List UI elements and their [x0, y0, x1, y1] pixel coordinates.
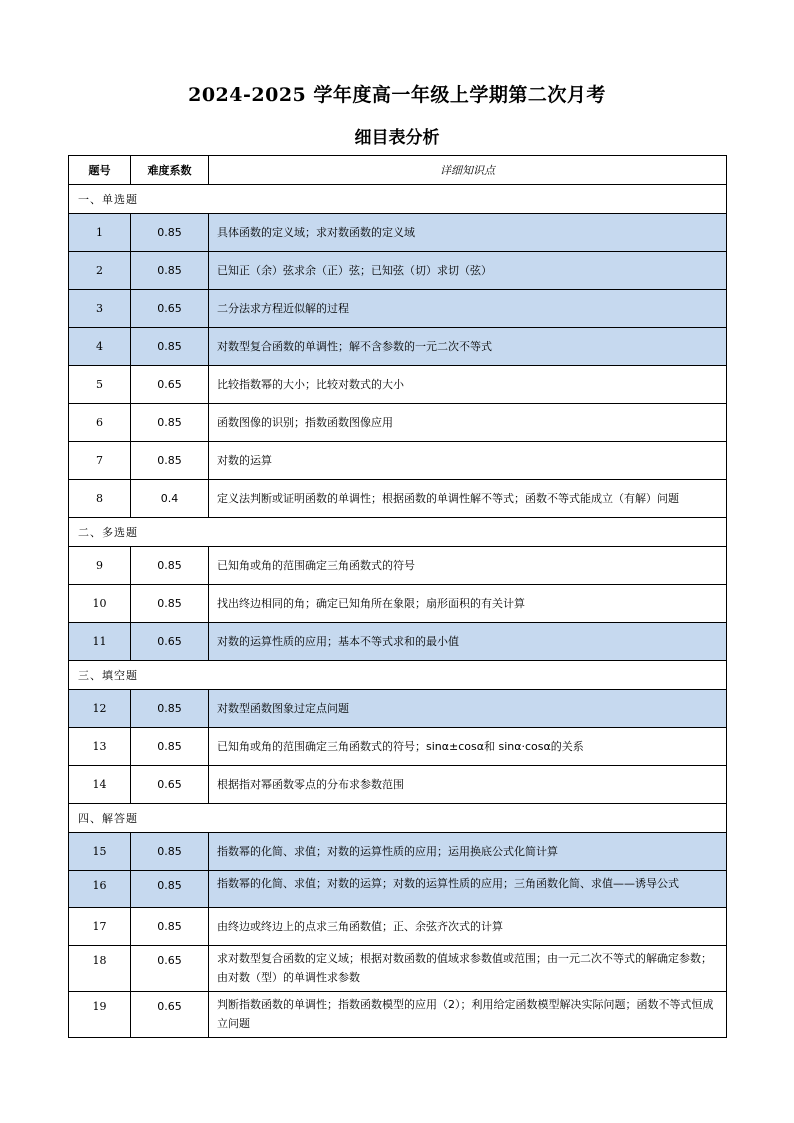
difficulty-cell: 0.4: [131, 480, 209, 518]
section-label: 二、多选题: [69, 518, 727, 547]
knowledge-points-cell: 具体函数的定义域；求对数函数的定义域: [209, 214, 727, 252]
question-number-cell: 16: [69, 871, 131, 908]
difficulty-cell: 0.85: [131, 871, 209, 908]
difficulty-cell: 0.85: [131, 214, 209, 252]
knowledge-table: [68, 155, 727, 1038]
difficulty-cell: 0.85: [131, 833, 209, 871]
question-number-cell: 5: [69, 366, 131, 404]
table-row: [69, 214, 727, 252]
table-body: [69, 185, 727, 1038]
section-label: 一、单选题: [69, 185, 727, 214]
question-number-cell: 11: [69, 623, 131, 661]
table-row: [69, 766, 727, 804]
difficulty-cell: 0.85: [131, 547, 209, 585]
knowledge-points-cell: 对数的运算性质的应用；基本不等式求和的最小值: [209, 623, 727, 661]
question-number-cell: 15: [69, 833, 131, 871]
knowledge-points-cell: 已知角或角的范围确定三角函数式的符号；sinα±cosα和 sinα·cosα的关系: [209, 728, 727, 766]
table-row: [69, 480, 727, 518]
header-knowledge-points: 详细知识点: [209, 156, 727, 185]
knowledge-points-cell: 对数的运算: [209, 442, 727, 480]
question-number-cell: 7: [69, 442, 131, 480]
question-number-cell: 10: [69, 585, 131, 623]
knowledge-points-cell: 已知正（余）弦求余（正）弦；已知弦（切）求切（弦）: [209, 252, 727, 290]
difficulty-cell: 0.65: [131, 623, 209, 661]
difficulty-cell: 0.65: [131, 946, 209, 992]
section-row: [69, 518, 727, 547]
section-label: 四、解答题: [69, 804, 727, 833]
table-row: [69, 690, 727, 728]
knowledge-points-cell: 二分法求方程近似解的过程: [209, 290, 727, 328]
section-row: [69, 185, 727, 214]
difficulty-cell: 0.65: [131, 290, 209, 328]
difficulty-cell: 0.65: [131, 366, 209, 404]
header-question-number: 题号: [69, 156, 131, 185]
knowledge-points-cell: 根据指对幂函数零点的分布求参数范围: [209, 766, 727, 804]
difficulty-cell: 0.65: [131, 992, 209, 1038]
table-row: [69, 992, 727, 1038]
difficulty-cell: 0.85: [131, 252, 209, 290]
difficulty-cell: 0.65: [131, 766, 209, 804]
table-row: [69, 252, 727, 290]
knowledge-points-cell: 对数型复合函数的单调性；解不含参数的一元二次不等式: [209, 328, 727, 366]
section-row: [69, 804, 727, 833]
page-title: 2024-2025 学年度高一年级上学期第二次月考: [188, 84, 606, 106]
difficulty-cell: 0.85: [131, 728, 209, 766]
header-difficulty: 难度系数: [131, 156, 209, 185]
table-row: [69, 833, 727, 871]
table-row: [69, 442, 727, 480]
question-number-cell: 13: [69, 728, 131, 766]
difficulty-cell: 0.85: [131, 690, 209, 728]
table-row: [69, 290, 727, 328]
difficulty-cell: 0.85: [131, 404, 209, 442]
table-row: [69, 908, 727, 946]
question-number-cell: 6: [69, 404, 131, 442]
question-number-cell: 18: [69, 946, 131, 992]
knowledge-points-cell: 比较指数幂的大小；比较对数式的大小: [209, 366, 727, 404]
knowledge-points-cell: 函数图像的识别；指数函数图像应用: [209, 404, 727, 442]
table-row: [69, 366, 727, 404]
section-row: [69, 661, 727, 690]
question-number-cell: 2: [69, 252, 131, 290]
knowledge-points-cell: 找出终边相同的角；确定已知角所在象限；扇形面积的有关计算: [209, 585, 727, 623]
page-subtitle: 细目表分析: [354, 128, 440, 148]
knowledge-points-cell: 指数幂的化简、求值；对数的运算性质的应用；运用换底公式化简计算: [209, 833, 727, 871]
section-label: 三、填空题: [69, 661, 727, 690]
table-row: [69, 946, 727, 992]
table-row: [69, 404, 727, 442]
knowledge-points-cell: 已知角或角的范围确定三角函数式的符号: [209, 547, 727, 585]
table-row: [69, 871, 727, 908]
difficulty-cell: 0.85: [131, 442, 209, 480]
table-row: [69, 585, 727, 623]
table-header-row: [69, 156, 727, 185]
question-number-cell: 3: [69, 290, 131, 328]
difficulty-cell: 0.85: [131, 328, 209, 366]
knowledge-points-cell: 由终边或终边上的点求三角函数值；正、余弦齐次式的计算: [209, 908, 727, 946]
question-number-cell: 19: [69, 992, 131, 1038]
question-number-cell: 14: [69, 766, 131, 804]
knowledge-points-cell: 判断指数函数的单调性；指数函数模型的应用（2）；利用给定函数模型解决实际问题；函数不等式恒成立问题: [209, 992, 727, 1038]
question-number-cell: 12: [69, 690, 131, 728]
knowledge-points-cell: 指数幂的化简、求值；对数的运算；对数的运算性质的应用；三角函数化简、求值——诱导公式: [209, 871, 727, 908]
difficulty-cell: 0.85: [131, 908, 209, 946]
question-number-cell: 17: [69, 908, 131, 946]
table-row: [69, 328, 727, 366]
table-row: [69, 547, 727, 585]
knowledge-points-cell: 定义法判断或证明函数的单调性；根据函数的单调性解不等式；函数不等式能成立（有解）问题: [209, 480, 727, 518]
question-number-cell: 4: [69, 328, 131, 366]
difficulty-cell: 0.85: [131, 585, 209, 623]
knowledge-points-cell: 求对数型复合函数的定义域；根据对数函数的值域求参数值或范围；由一元二次不等式的解确定参数；由对数（型）的单调性求参数: [209, 946, 727, 992]
table-row: [69, 623, 727, 661]
knowledge-points-cell: 对数型函数图象过定点问题: [209, 690, 727, 728]
table-row: [69, 728, 727, 766]
question-number-cell: 8: [69, 480, 131, 518]
question-number-cell: 9: [69, 547, 131, 585]
question-number-cell: 1: [69, 214, 131, 252]
